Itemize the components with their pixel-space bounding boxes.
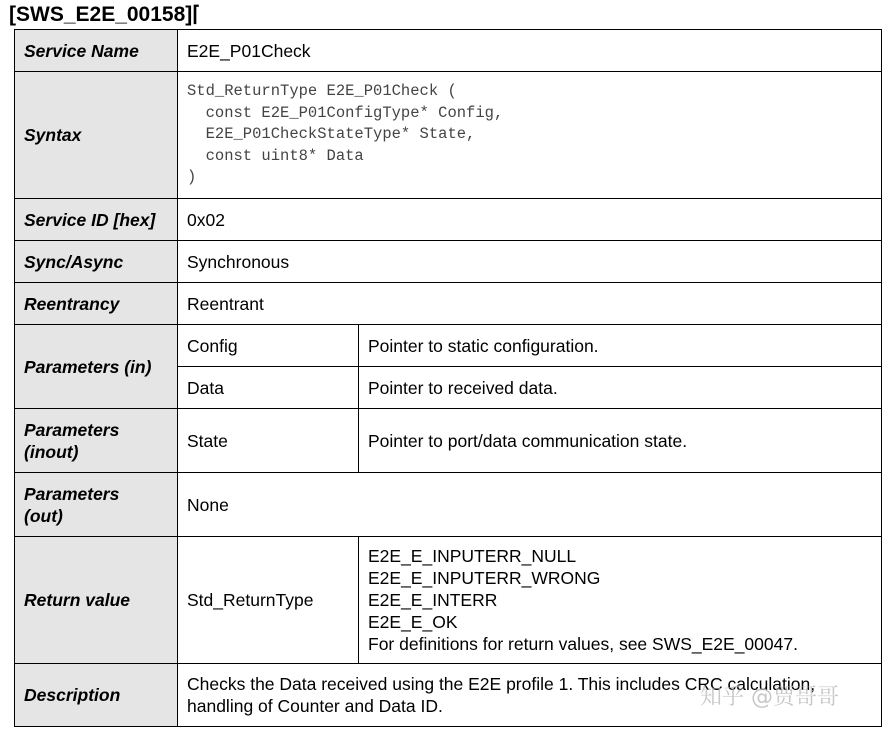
row-parameters-in-config [15, 325, 882, 367]
label-parameters-out [15, 473, 178, 537]
return-value-note: For definitions for return values, see SWS_E2E_00047. [368, 634, 798, 654]
label-syntax: Syntax [15, 72, 178, 199]
param-desc: Pointer to port/data communication state. [359, 409, 882, 473]
label-line: Parameters [24, 419, 120, 440]
label-return-value: Return value [15, 537, 178, 664]
syntax-line: E2E_P01CheckStateType* State, [187, 125, 476, 144]
syntax-line: ) [187, 168, 197, 187]
return-value-item: E2E_E_INPUTERR_WRONG [368, 568, 601, 588]
requirement-id: [SWS_E2E_00158]⌈ [9, 3, 201, 26]
watermark: 知乎 @贾哥哥 [700, 685, 839, 710]
row-parameters-inout [15, 409, 882, 473]
label-service-name: Service Name [15, 30, 178, 72]
label-service-id: Service ID [hex] [15, 199, 178, 241]
value-parameters-out: None [178, 473, 882, 537]
return-values [359, 537, 882, 664]
row-parameters-out [15, 473, 882, 537]
param-name: Data [178, 367, 359, 409]
value-reentrancy: Reentrant [178, 283, 882, 325]
label-description: Description [15, 664, 178, 727]
value-sync-async: Synchronous [178, 241, 882, 283]
value-service-id: 0x02 [178, 199, 882, 241]
label-parameters-inout [15, 409, 178, 473]
label-parameters-in: Parameters (in) [15, 325, 178, 409]
param-name: Config [178, 325, 359, 367]
return-value-item: E2E_E_OK [368, 612, 458, 632]
syntax-line: Std_ReturnType E2E_P01Check ( [187, 82, 457, 101]
value-syntax [178, 72, 882, 199]
return-value-item: E2E_E_INTERR [368, 590, 498, 610]
description-line: handling of Counter and Data ID. [187, 696, 443, 716]
row-syntax [15, 72, 882, 199]
row-return-value [15, 537, 882, 664]
label-sync-async: Sync/Async [15, 241, 178, 283]
return-type: Std_ReturnType [178, 537, 359, 664]
api-spec-table [14, 29, 882, 727]
syntax-line: const E2E_P01ConfigType* Config, [187, 103, 504, 122]
label-line: Parameters [24, 483, 120, 504]
syntax-line: const uint8* Data [187, 146, 364, 165]
row-service-id [15, 199, 882, 241]
row-sync-async [15, 241, 882, 283]
param-desc: Pointer to static configuration. [359, 325, 882, 367]
row-reentrancy [15, 283, 882, 325]
param-desc: Pointer to received data. [359, 367, 882, 409]
label-line: (out) [24, 505, 63, 526]
row-service-name [15, 30, 882, 72]
label-reentrancy: Reentrancy [15, 283, 178, 325]
description-line: Checks the Data received using the E2E profile 1. This includes CRC calculation, [187, 674, 816, 694]
label-line: (inout) [24, 441, 79, 462]
return-value-item: E2E_E_INPUTERR_NULL [368, 546, 577, 566]
value-service-name: E2E_P01Check [178, 30, 882, 72]
param-name: State [178, 409, 359, 473]
